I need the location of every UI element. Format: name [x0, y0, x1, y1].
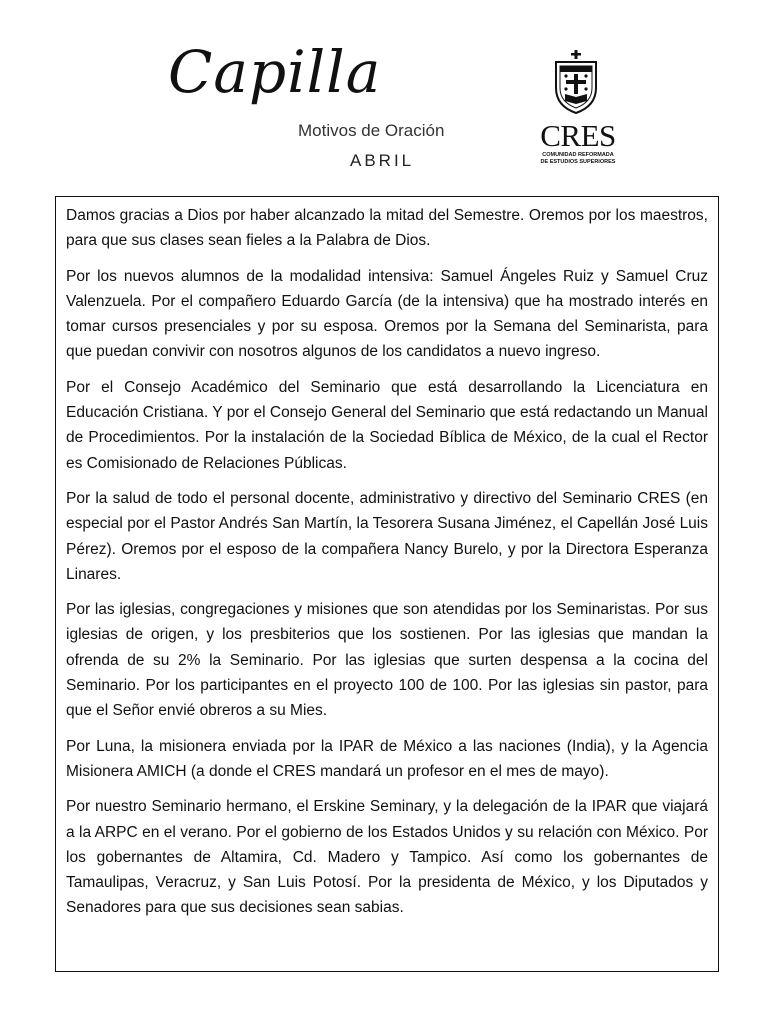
prayer-paragraph: Por la salud de todo el personal docente, administrativo y directivo del Seminario CRES (en especial por el Pastor Andrés San Martín, la Tesorera Susana Jiménez, el Capellán José Luis Pérez). Oremos por el esposo de la compañera Nancy Burelo, y por la Directora Esperanza Linares. — [66, 489, 708, 583]
prayer-paragraph: Damos gracias a Dios por haber alcanzado la mitad del Semestre. Oremos por los maestros, para que sus clases sean fieles a la Palabra de Dios. — [66, 207, 708, 250]
logo-subtitle — [538, 152, 618, 165]
page-subtitle: Motivos de Oración — [298, 121, 445, 140]
prayer-paragraph: Por Luna, la misionera enviada por la IPAR de México a las naciones (India), y la Agencia Misionera AMICH (a donde el CRES mandará un profesor en el mes de mayo). — [66, 737, 708, 780]
page-title: Capilla — [168, 38, 382, 106]
prayer-paragraph: Por las iglesias, congregaciones y misiones que son atendidas por los Seminaristas. Por sus iglesias de origen, y los presbiterios que los sostienen. Por las iglesias que mandan la ofrenda de su 2% la Seminario. Por las iglesias que surten despensa a la cocina del Seminario. Por los participantes en el proyecto 100 de 100. Por las iglesias sin pastor, para que el Señor envié obreros a su Mies. — [66, 601, 708, 720]
month-label: ABRIL — [350, 151, 415, 170]
crest-icon — [552, 50, 600, 116]
prayer-paragraph: Por los nuevos alumnos de la modalidad intensiva: Samuel Ángeles Ruiz y Samuel Cruz Valenzuela. Por el compañero Eduardo García (de la intensiva) que ha mostrado interés en tomar cursos presenciales y por su esposa. Oremos por la Semana del Seminarista, para que puedan convivir con nosotros algunos de los candidatos a nuevo ingreso. — [66, 267, 708, 361]
page-header — [0, 0, 768, 190]
logo-name: CRES — [540, 118, 616, 153]
prayer-list-box — [55, 196, 719, 972]
cres-logo — [530, 50, 620, 170]
prayer-paragraph: Por el Consejo Académico del Seminario que está desarrollando la Licenciatura en Educación Cristiana. Y por el Consejo General del Seminario que está redactando un Manual de Procedimientos. Por la instalación de la Sociedad Bíblica de México, de la cual el Rector es Comisionado de Relaciones Públicas. — [66, 378, 708, 472]
logo-subtitle-line1: COMUNIDAD REFORMADA — [542, 152, 614, 158]
prayer-paragraph: Por nuestro Seminario hermano, el Erskine Seminary, y la delegación de la IPAR que viajará a la ARPC en el verano. Por el gobierno de los Estados Unidos y su relación con México. Por los gobernantes de Altamira, Cd. Madero y Tampico. Así como los gobernantes de Tamaulipas, Veracruz, y San Luis Potosí. Por la presidenta de México, y los Diputados y Senadores para que sus decisiones sean sabias. — [66, 798, 708, 917]
logo-subtitle-line2: DE ESTUDIOS SUPERIORES — [540, 158, 616, 165]
